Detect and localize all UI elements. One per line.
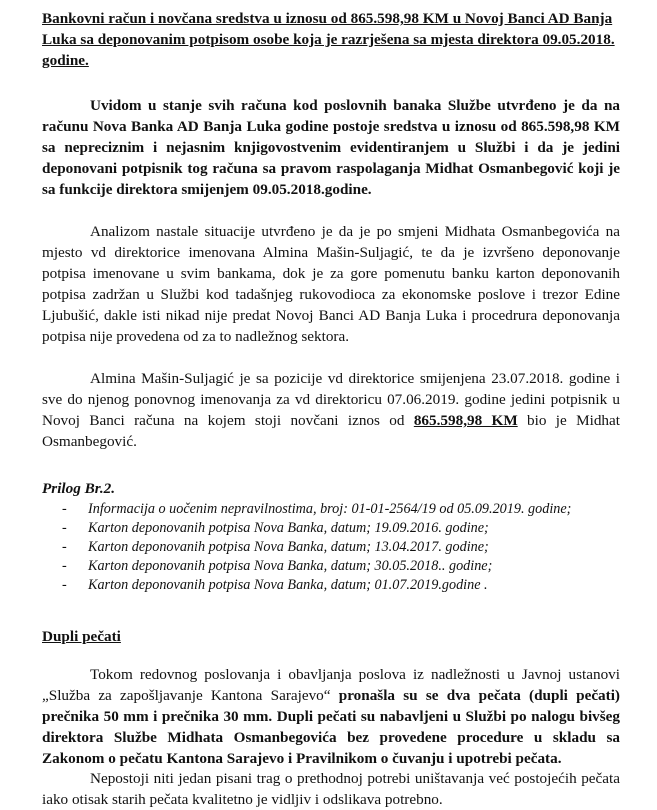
signatory-text-end: bio je Midhat Osmanbegović. xyxy=(42,412,620,450)
list-dash: - xyxy=(62,539,67,555)
paragraph-analysis: Analizom nastale situacije utvrđeno je da je po smjeni Midhata Osmanbegovića na mjesto vd direktorice imenovana Almina Mašin-Suljagić, te da je izvršeno deponovanje potpisa imenovane u svim bankama, dok je za gore pomenutu banku karton deponovanih potpisa zadržan u Službi kod tadašnjeg rukovodioca za ekonomske poslove i trezor Edine Ljubušić, dakle isti nikad nije predat Novoj Banci AD Banja Luka i procedrura deponovanja potpisa nije provedena od za to nadležnog sektora. xyxy=(42,223,620,345)
list-dash: - xyxy=(62,520,67,536)
list-dash: - xyxy=(62,577,67,593)
seals-text-normal: Tokom redovnog poslovanja i obavljanja poslova iz nadležnosti u Javnoj ustanovi „Služba za zapošljavanje Kantona Sarajevo“ xyxy=(42,666,620,704)
section-title-bank-account: Bankovni račun i novčana sredstva u iznosu od 865.598,98 KM u Novoj Banci AD Banja Luka sa deponovanim potpisom osobe koja je razrješena sa mjesta direktora 09.05.2018. godine. xyxy=(42,10,615,69)
paragraph-signatory xyxy=(42,368,620,452)
seals-text-bold: pronašla su se dva pečata (dupli pečati) prečnika 50 mm i prečnika 30 mm. Dupli pečati su nabavljeni u Službi po nalogu bivšeg direktora Službe Midhata Osmanbegovića bez provedene procedure u skladu sa Zakonom o pečatu Kantona Sarajevo i Pravilnikom o čuvanju i upotrebi pečata. xyxy=(42,687,620,767)
signatory-text-start: Almina Mašin-Suljagić je sa pozicije vd direktorice smijenjena 23.07.2018. godine i sve do njenog ponovnog imenovanja za vd direktoricu 07.06.2019. godine jedini potpisnik u Novoj Banci računa na kojem stoji novčani iznos od xyxy=(42,370,620,429)
list-dash: - xyxy=(62,501,67,517)
paragraph-no-record: Nepostoji niti jedan pisani trag o prethodnoj potrebi uništavanja već postojećih pečata iako otisak starih pečata kvalitetno je vidljiv i odslikava potrebno. xyxy=(42,770,620,808)
list-dash: - xyxy=(62,558,67,574)
attachments-title: Prilog Br.2. xyxy=(42,480,116,497)
amount-highlight: 865.598,98 KM xyxy=(413,412,518,429)
paragraph-duplicate-seals xyxy=(42,664,620,769)
paragraph-account-finding: Uvidom u stanje svih računa kod poslovnih banaka Službe utvrđeno je da na računu Nova Banka AD Banja Luka godine postoje sredstva u iznosu od 865.598,98 KM sa nepreciznim i nejasnim knjigovostvenim evidentiranjem u Službi i da je jedini deponovani potpisnik tog računa sa pravom raspolaganja Midhat Osmanbegović koji je sa funkcije direktora smijenjem 09.05.2018.godine. xyxy=(42,97,620,198)
section-title-duplicate-seals: Dupli pečati xyxy=(42,628,121,645)
document-page: Bankovni račun i novčana sredstva u iznosu od 865.598,98 KM u Novoj Banci AD Banja Luka sa deponovanim potpisom osobe koja je razrješena sa mjesta direktora 09.05.2018. godine. Uvidom u stanje svih računa kod poslovnih banaka Službe utvrđeno je da na računu Nova Banka AD Banja Luka godine postoje sredstva u iznosu od 865.598,98 KM sa nepreciznim i nejasnim knjigovostvenim evidentiranjem u Službi i da je jedini deponovani potpisnik tog računa sa pravom raspolaganja Midhat Osmanbegović koji je sa funkcije direktora smijenjem 09.05.2018.godine. Analizom nastale situacije utvrđeno je da je po smjeni Midhata Osmanbegovića na mjesto vd direktorice imenovana Almina Mašin-Suljagić, te da je izvršeno deponovanje potpisa imenovane u svim bankama, dok je za gore pomenutu banku karton deponovanih potpisa zadržan u Službi kod tadašnjeg rukovodioca za ekonomske poslove i trezor Edine Ljubušić, dakle isti nikad nije predat Novoj Banci AD Banja Luka i procedrura deponovanja potpisa nije provedena od za to nadležnog sektora. Almina Mašin-Suljagić je sa pozicije vd direktorice smijenjena 23.07.2018. godine i sve do njenog ponovnog imenovanja za vd direktoricu 07.06.2019. godine jedini potpisnik u Novoj Banci računa na kojem stoji novčani iznos od 865.598,98 KM bio je Midhat Osmanbegović. Prilog Br.2. - Informacija o uočenim nepravilnostima, broj: 01-01-2564/19 od 05.09.2019. godine; - Karton deponovanih potpisa Nova Banka, datum; 19.09.2016. godine; - Karton deponovanih potpisa Nova Banka, datum; 13.04.2017. godine; - Karton deponovanih potpisa Nova Banka, datum; 30.05.2018.. godine; - Karton deponovanih potpisa Nova Banka, datum; 01.07.2019.godine . Dupli pečati Tokom redovnog poslovanja i obavljanja poslova iz nadležnosti u Javnoj ustanovi „Služba za zapošljavanje Kantona Sarajevo“ pronašla su se dva pečata (dupli pečati) prečnika 50 mm i prečnika 30 mm. Dupli pečati su nabavljeni u Službi po nalogu bivšeg direktora Službe Midhata Osmanbegovića bez provedene procedure u skladu sa Zakonom o pečatu Kantona Sarajevo i Pravilnikom o čuvanju i upotrebi pečata. Nepostoji niti jedan pisani trag o prethodnoj potrebi uništavanja već postojećih pečata iako otisak starih pečata kvalitetno je vidljiv i odslikava potrebno. xyxy=(42,10,620,808)
